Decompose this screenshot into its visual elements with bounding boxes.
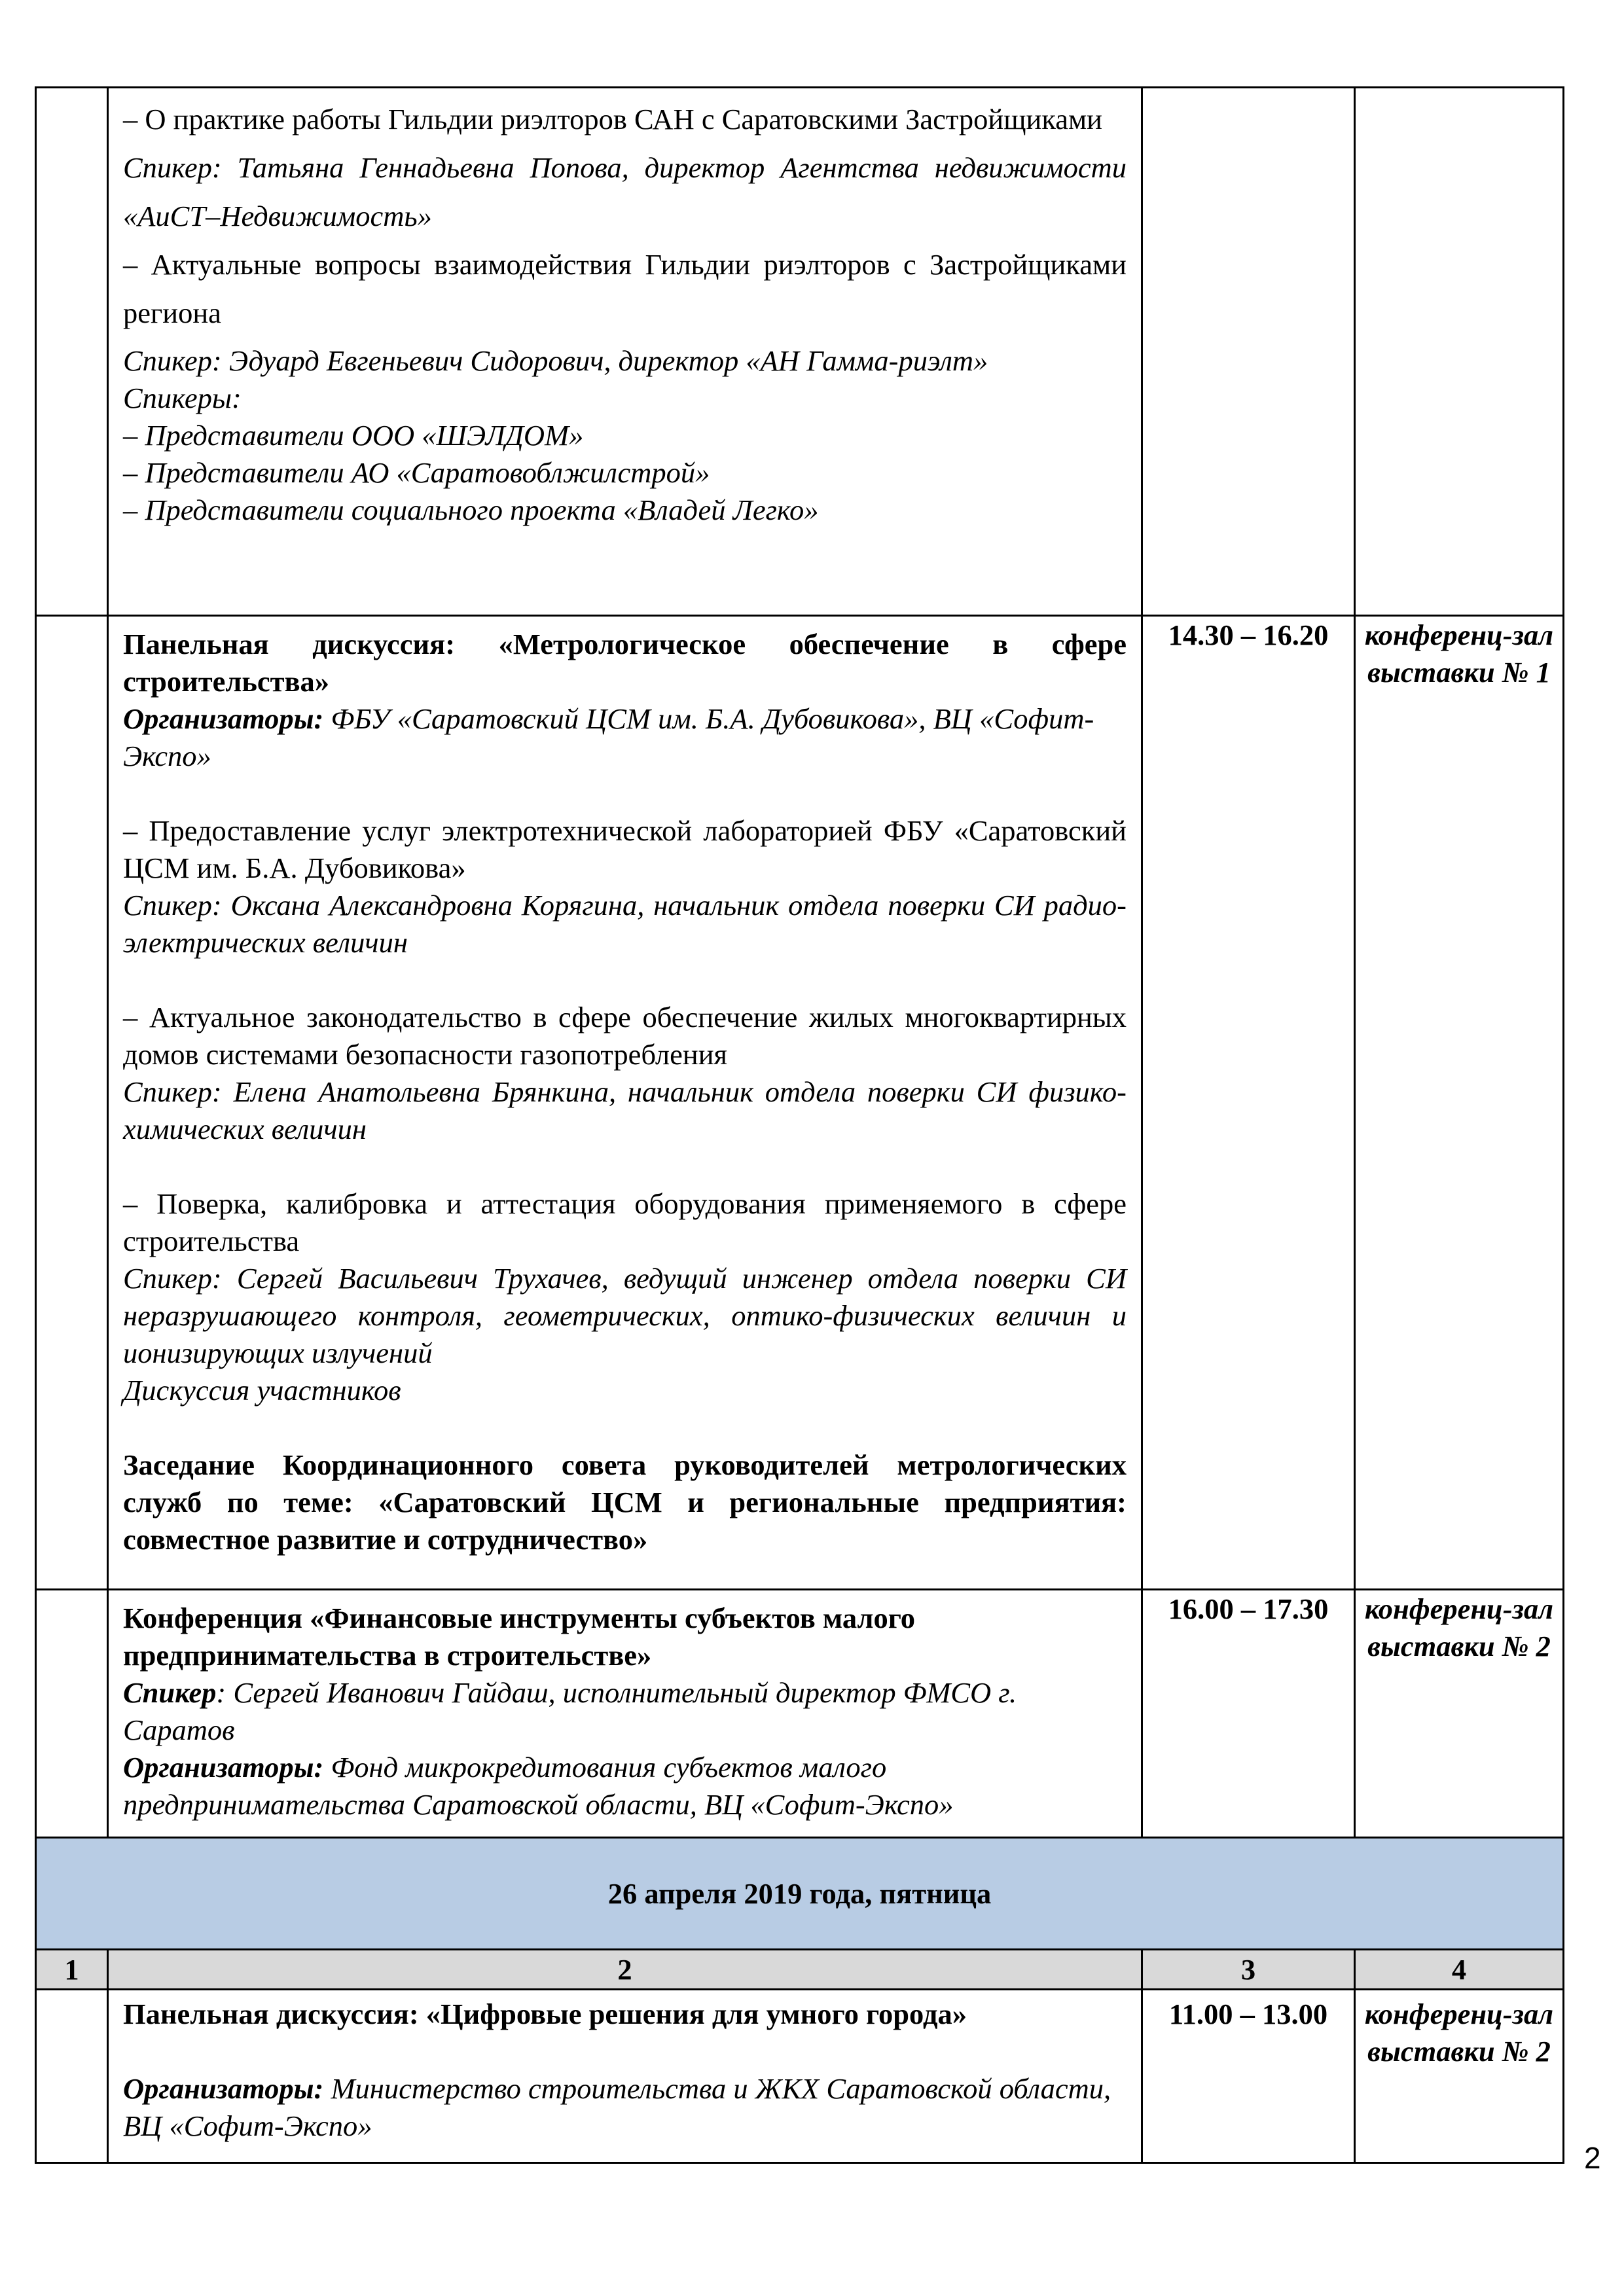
organizers-label: Организаторы:: [123, 702, 324, 735]
program-table: [35, 86, 1564, 2164]
table-row: [36, 1590, 1564, 1838]
place-cell: конференц-зал выставки № 2: [1355, 1590, 1564, 1838]
organizers-text: Фонд микрокредитования субъектов малого предпринимательства Саратовской области, ВЦ «Софит-Экспо»: [123, 1751, 954, 1821]
time-cell: 11.00 – 13.00: [1142, 1990, 1355, 2163]
date-label: 26 апреля 2019 года, пятница: [36, 1838, 1564, 1950]
row-number-cell: [36, 616, 108, 1590]
column-header: 4: [1355, 1950, 1564, 1990]
speaker-text: Спикер: Татьяна Геннадьевна Попова, директор Агентства недвижимости «АиСТ–Недвижимость»: [123, 151, 1127, 232]
column-header: 1: [36, 1950, 108, 1990]
event-title: Панельная дискуссия: «Метрологическое обеспечение в сфере строительства»: [123, 628, 1127, 698]
event-title: Панельная дискуссия: «Цифровые решения для умного города»: [123, 1998, 967, 2030]
column-header: 3: [1142, 1950, 1355, 1990]
place-cell: конференц-зал выставки № 2: [1355, 1990, 1564, 2163]
time-cell: 14.30 – 16.20: [1142, 616, 1355, 1590]
organizers-label: Организаторы:: [123, 1751, 324, 1784]
table-row: [36, 88, 1564, 616]
row-number-cell: [36, 88, 108, 616]
organizers-text: ФБУ «Саратовский ЦСМ им. Б.А. Дубовикова», ВЦ «Софит-Экспо»: [123, 702, 1094, 772]
place-cell: [1355, 88, 1564, 616]
table-row: [36, 1990, 1564, 2163]
organizers-text: Министерство строительства и ЖКХ Саратовской области, ВЦ «Софит-Экспо»: [123, 2072, 1111, 2142]
speaker-text: Спикер: Сергей Васильевич Трухачев, ведущий инженер отдела поверки СИ неразрушающего контроля, геометрических, оптико-физических величин и ионизирующих излучений: [123, 1262, 1127, 1369]
topic-text: – О практике работы Гильдии риэлторов САН с Саратовскими Застройщиками: [123, 103, 1102, 135]
time-cell: [1142, 88, 1355, 616]
council-text: Заседание Координационного совета руководителей метрологических служб по теме: «Саратовский ЦСМ и региональные предприятия: совместное развитие и сотрудничество»: [123, 1448, 1127, 1556]
row-number-cell: [36, 1590, 108, 1838]
event-cell: [108, 1590, 1142, 1838]
speaker-list-item: – Представители АО «Саратовоблжилстрой»: [123, 456, 710, 489]
row-number-cell: [36, 1990, 108, 2163]
place-cell: конференц-зал выставки № 1: [1355, 616, 1564, 1590]
speaker-text: Спикер: Эдуард Евгеньевич Сидорович, директор «АН Гамма-риэлт»: [123, 344, 988, 377]
speaker-text: : Сергей Иванович Гайдаш, исполнительный директор ФМСО г. Саратов: [123, 1676, 1017, 1746]
table-row: [36, 616, 1564, 1590]
event-cell: [108, 88, 1142, 616]
page-number: 2: [1584, 2141, 1601, 2175]
speaker-list-item: – Представители социального проекта «Владей Легко»: [123, 493, 819, 526]
event-cell: [108, 1990, 1142, 2163]
column-header: 2: [108, 1950, 1142, 1990]
speaker-text: Спикер: Елена Анатольевна Брянкина, начальник отдела поверки СИ физико-химических величин: [123, 1075, 1127, 1145]
topic-text: – Актуальное законодательство в сфере обеспечение жилых многоквартирных домов системами безопасности газопотребления: [123, 1001, 1127, 1071]
speaker-list-item: – Представители ООО «ШЭЛДОМ»: [123, 419, 584, 452]
time-cell: 16.00 – 17.30: [1142, 1590, 1355, 1838]
topic-text: – Поверка, калибровка и аттестация оборудования применяемого в сфере строительства: [123, 1187, 1127, 1257]
discussion-text: Дискуссия участников: [123, 1374, 401, 1407]
speakers-label: Спикеры:: [123, 382, 242, 414]
speaker-label: Спикер: [123, 1676, 217, 1709]
topic-text: – Актуальные вопросы взаимодействия Гильдии риэлторов с Застройщиками региона: [123, 248, 1127, 329]
event-cell: [108, 616, 1142, 1590]
event-title: Конференция «Финансовые инструменты субъектов малого предпринимательства в строительстве»: [123, 1602, 916, 1672]
column-header-row: [36, 1950, 1564, 1990]
date-row: [36, 1838, 1564, 1950]
topic-text: – Предоставление услуг электротехнической лабораторией ФБУ «Саратовский ЦСМ им. Б.А. Дубовикова»: [123, 814, 1127, 884]
organizers-label: Организаторы:: [123, 2072, 324, 2105]
speaker-text: Спикер: Оксана Александровна Корягина, начальник отдела поверки СИ радио-электрических величин: [123, 889, 1127, 959]
